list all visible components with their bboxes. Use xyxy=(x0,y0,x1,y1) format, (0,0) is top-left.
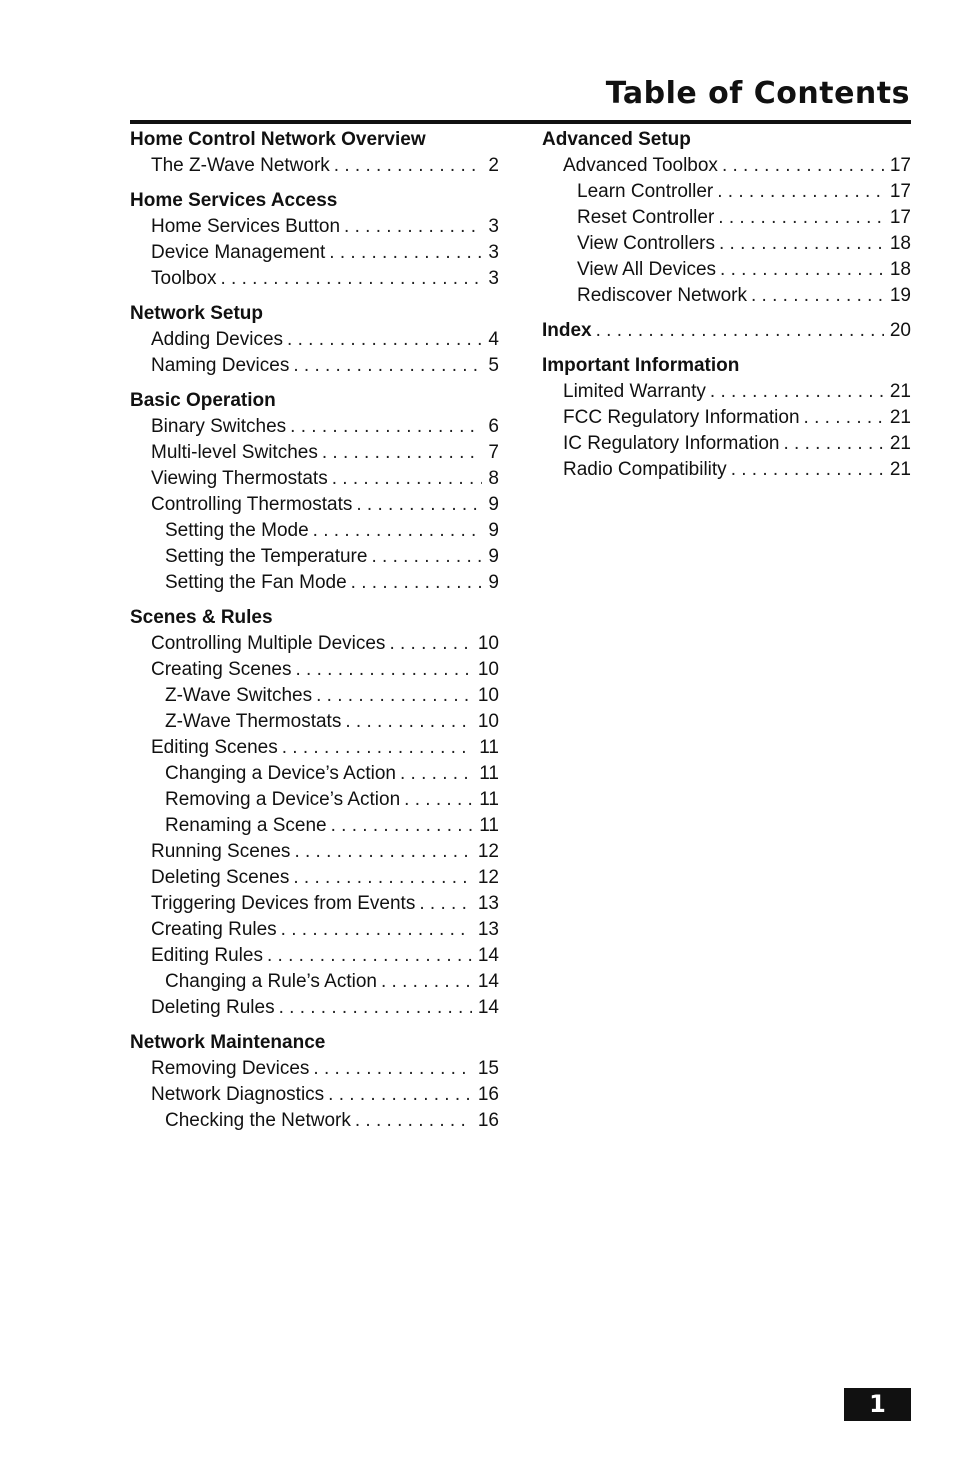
toc-right-column xyxy=(542,127,911,483)
toc-entry-label: Changing a Rule’s Action xyxy=(165,971,377,992)
toc-entry-page: 14 xyxy=(477,971,499,992)
toc-section-heading[interactable]: Network Maintenance xyxy=(130,1032,326,1053)
leader-dots xyxy=(404,787,473,813)
toc-entry-label: Checking the Network xyxy=(165,1110,351,1131)
toc-entry-label: The Z-Wave Network xyxy=(151,155,330,176)
toc-entry-page: 13 xyxy=(477,919,499,940)
toc-entry-label: Removing a Device’s Action xyxy=(165,789,401,810)
leader-dots xyxy=(282,735,474,761)
leader-dots xyxy=(331,813,474,839)
toc-entry-label: Editing Rules xyxy=(151,945,263,966)
toc-entry-label: FCC Regulatory Information xyxy=(563,407,800,428)
leader-dots xyxy=(295,657,471,683)
toc-entry[interactable] xyxy=(130,735,499,761)
toc-entry-index[interactable] xyxy=(542,318,911,344)
toc-entry[interactable] xyxy=(130,917,499,943)
leader-dots xyxy=(356,492,482,518)
toc-entry-label: Viewing Thermostats xyxy=(151,468,328,489)
toc-entry[interactable] xyxy=(130,414,499,440)
toc-entry-label: Limited Warranty xyxy=(563,381,706,402)
toc-section-heading[interactable]: Important Information xyxy=(542,355,740,376)
toc-entry-label: Binary Switches xyxy=(151,416,287,437)
toc-entry-page: 17 xyxy=(889,181,911,202)
toc-section-heading[interactable]: Network Setup xyxy=(130,303,264,324)
toc-section-heading[interactable]: Home Services Access xyxy=(130,190,338,211)
toc-entry-page: 2 xyxy=(488,155,499,176)
leader-dots xyxy=(351,570,483,596)
toc-entry-page: 9 xyxy=(488,494,499,515)
toc-entry-label: Z-Wave Thermostats xyxy=(165,711,342,732)
toc-section-heading[interactable]: Advanced Setup xyxy=(542,129,691,150)
toc-entry-label: Device Management xyxy=(151,242,326,263)
toc-entry[interactable] xyxy=(130,153,499,179)
toc-entry[interactable] xyxy=(130,891,499,917)
leader-dots xyxy=(313,518,483,544)
leader-dots xyxy=(731,457,884,483)
toc-entry-page: 12 xyxy=(477,841,499,862)
toc-entry-label: Advanced Toolbox xyxy=(563,155,718,176)
toc-entry-page: 4 xyxy=(488,329,499,350)
toc-entry[interactable] xyxy=(130,1082,499,1108)
leader-dots xyxy=(332,466,483,492)
leader-dots xyxy=(784,431,884,457)
toc-subentry[interactable] xyxy=(130,787,499,813)
toc-entry[interactable] xyxy=(542,379,911,405)
leader-dots xyxy=(316,683,472,709)
toc-entry-label: View All Devices xyxy=(577,259,717,280)
toc-entry-page: 5 xyxy=(488,355,499,376)
toc-entry-page: 3 xyxy=(488,268,499,289)
toc-entry-label: Learn Controller xyxy=(577,181,714,202)
leader-dots xyxy=(381,969,472,995)
leader-dots xyxy=(334,153,483,179)
leader-dots xyxy=(720,257,884,283)
toc-subentry[interactable] xyxy=(130,761,499,787)
leader-dots xyxy=(294,839,471,865)
leader-dots xyxy=(804,405,884,431)
toc-entry-page: 11 xyxy=(479,737,499,758)
leader-dots xyxy=(717,179,884,205)
toc-entry-page: 19 xyxy=(889,285,911,306)
toc-entry-label: Controlling Multiple Devices xyxy=(151,633,386,654)
toc-section-heading[interactable]: Basic Operation xyxy=(130,390,276,411)
toc-entry-label: Reset Controller xyxy=(577,207,715,228)
toc-entry[interactable] xyxy=(130,214,499,240)
toc-entry-page: 11 xyxy=(479,815,499,836)
leader-dots xyxy=(329,240,482,266)
toc-entry-label: Toolbox xyxy=(151,268,217,289)
toc-entry-label: Setting the Temperature xyxy=(165,546,368,567)
toc-subentry[interactable] xyxy=(130,683,499,709)
leader-dots xyxy=(267,943,472,969)
toc-subentry[interactable] xyxy=(130,969,499,995)
leader-dots xyxy=(287,327,482,353)
toc-entry-label: View Controllers xyxy=(577,233,715,254)
toc-section-heading[interactable]: Home Control Network Overview xyxy=(130,129,426,150)
leader-dots xyxy=(719,231,884,257)
toc-entry[interactable] xyxy=(130,466,499,492)
toc-entry-label: Adding Devices xyxy=(151,329,284,350)
toc-subentry[interactable] xyxy=(542,205,911,231)
leader-dots xyxy=(371,544,482,570)
toc-entry[interactable] xyxy=(130,492,499,518)
toc-subentry[interactable] xyxy=(542,231,911,257)
toc-entry-page: 3 xyxy=(488,216,499,237)
toc-entry[interactable] xyxy=(130,631,499,657)
toc-entry[interactable] xyxy=(542,153,911,179)
leader-dots xyxy=(355,1108,472,1134)
leader-dots xyxy=(722,153,884,179)
toc-entry-page: 10 xyxy=(477,685,499,706)
leader-dots xyxy=(313,1056,471,1082)
toc-subentry[interactable] xyxy=(542,283,911,309)
toc-entry-label: Controlling Thermostats xyxy=(151,494,353,515)
toc-subentry[interactable] xyxy=(542,257,911,283)
toc-entry-label: Radio Compatibility xyxy=(563,459,727,480)
toc-entry[interactable] xyxy=(130,266,499,292)
toc-entry[interactable] xyxy=(130,943,499,969)
toc-entry-page: 10 xyxy=(477,711,499,732)
page-number-tab: 1 xyxy=(844,1388,911,1421)
toc-entry-page: 14 xyxy=(477,945,499,966)
toc-entry-page: 16 xyxy=(477,1110,499,1131)
toc-entry-page: 9 xyxy=(488,546,499,567)
toc-entry-page: 9 xyxy=(488,520,499,541)
toc-entry-page: 17 xyxy=(889,155,911,176)
toc-entry-page: 17 xyxy=(889,207,911,228)
leader-dots xyxy=(400,761,473,787)
toc-entry-page: 20 xyxy=(889,320,911,341)
toc-entry-label: Setting the Mode xyxy=(165,520,309,541)
toc-entry-page: 18 xyxy=(889,259,911,280)
toc-entry-label: Creating Scenes xyxy=(151,659,292,680)
toc-entry[interactable] xyxy=(130,440,499,466)
toc-entry-label: Editing Scenes xyxy=(151,737,278,758)
toc-entry-label: IC Regulatory Information xyxy=(563,433,780,454)
toc-entry-label: Home Services Button xyxy=(151,216,341,237)
toc-entry-page: 21 xyxy=(889,459,911,480)
toc-entry[interactable] xyxy=(130,240,499,266)
toc-entry[interactable] xyxy=(130,1056,499,1082)
toc-entry-page: 15 xyxy=(477,1058,499,1079)
toc-subentry[interactable] xyxy=(130,518,499,544)
leader-dots xyxy=(751,283,884,309)
leader-dots xyxy=(281,917,472,943)
toc-subentry[interactable] xyxy=(130,544,499,570)
toc-subentry[interactable] xyxy=(130,1108,499,1134)
toc-entry-label: Renaming a Scene xyxy=(165,815,327,836)
toc-entry-label: Running Scenes xyxy=(151,841,291,862)
toc-entry-page: 3 xyxy=(488,242,499,263)
toc-entry-label: Deleting Scenes xyxy=(151,867,290,888)
toc-entry-page: 13 xyxy=(477,893,499,914)
toc-entry[interactable] xyxy=(130,353,499,379)
toc-entry[interactable] xyxy=(130,657,499,683)
toc-entry-label: Multi-level Switches xyxy=(151,442,318,463)
toc-entry-label: Setting the Fan Mode xyxy=(165,572,347,593)
leader-dots xyxy=(389,631,471,657)
toc-subentry[interactable] xyxy=(130,813,499,839)
leader-dots xyxy=(290,414,482,440)
leader-dots xyxy=(221,266,483,292)
leader-dots xyxy=(710,379,884,405)
toc-entry-label: Naming Devices xyxy=(151,355,290,376)
toc-entry-page: 21 xyxy=(889,407,911,428)
leader-dots xyxy=(322,440,483,466)
toc-entry-page: 21 xyxy=(889,381,911,402)
toc-entry-page: 12 xyxy=(477,867,499,888)
toc-entry-page: 9 xyxy=(488,572,499,593)
toc-entry[interactable] xyxy=(130,865,499,891)
toc-entry-page: 14 xyxy=(477,997,499,1018)
toc-entry-page: 11 xyxy=(479,763,499,784)
toc-entry-page: 6 xyxy=(488,416,499,437)
toc-entry[interactable] xyxy=(130,327,499,353)
toc-entry-label: Index xyxy=(542,320,592,341)
toc-entry-label: Changing a Device’s Action xyxy=(165,763,396,784)
toc-entry[interactable] xyxy=(130,995,499,1021)
toc-entry-page: 21 xyxy=(889,433,911,454)
leader-dots xyxy=(419,891,472,917)
toc-entry[interactable] xyxy=(130,839,499,865)
toc-entry-label: Triggering Devices from Events xyxy=(151,893,416,914)
toc-entry-label: Creating Rules xyxy=(151,919,277,940)
toc-subentry[interactable] xyxy=(542,179,911,205)
toc-entry-page: 8 xyxy=(488,468,499,489)
leader-dots xyxy=(344,214,482,240)
toc-entry-label: Z-Wave Switches xyxy=(165,685,313,706)
toc-entry-page: 16 xyxy=(477,1084,499,1105)
toc-entry[interactable] xyxy=(542,405,911,431)
toc-entry-page: 10 xyxy=(477,633,499,654)
toc-entry-page: 18 xyxy=(889,233,911,254)
toc-entry-label: Removing Devices xyxy=(151,1058,310,1079)
leader-dots xyxy=(279,995,472,1021)
toc-entry-page: 11 xyxy=(479,789,499,810)
toc-entry-page: 10 xyxy=(477,659,499,680)
toc-entry[interactable] xyxy=(542,431,911,457)
toc-entry-page: 7 xyxy=(488,442,499,463)
toc-subentry[interactable] xyxy=(130,709,499,735)
toc-entry[interactable] xyxy=(542,457,911,483)
toc-entry-label: Network Diagnostics xyxy=(151,1084,325,1105)
toc-left-column xyxy=(130,127,499,1134)
toc-section-heading[interactable]: Scenes & Rules xyxy=(130,607,273,628)
leader-dots xyxy=(328,1082,472,1108)
page-title: Table of Contents xyxy=(605,76,910,111)
title-divider xyxy=(130,120,911,124)
leader-dots xyxy=(293,865,471,891)
leader-dots xyxy=(718,205,884,231)
leader-dots xyxy=(596,318,884,344)
toc-entry-label: Rediscover Network xyxy=(577,285,747,306)
toc-entry-label: Deleting Rules xyxy=(151,997,275,1018)
leader-dots xyxy=(293,353,482,379)
leader-dots xyxy=(345,709,472,735)
toc-subentry[interactable] xyxy=(130,570,499,596)
